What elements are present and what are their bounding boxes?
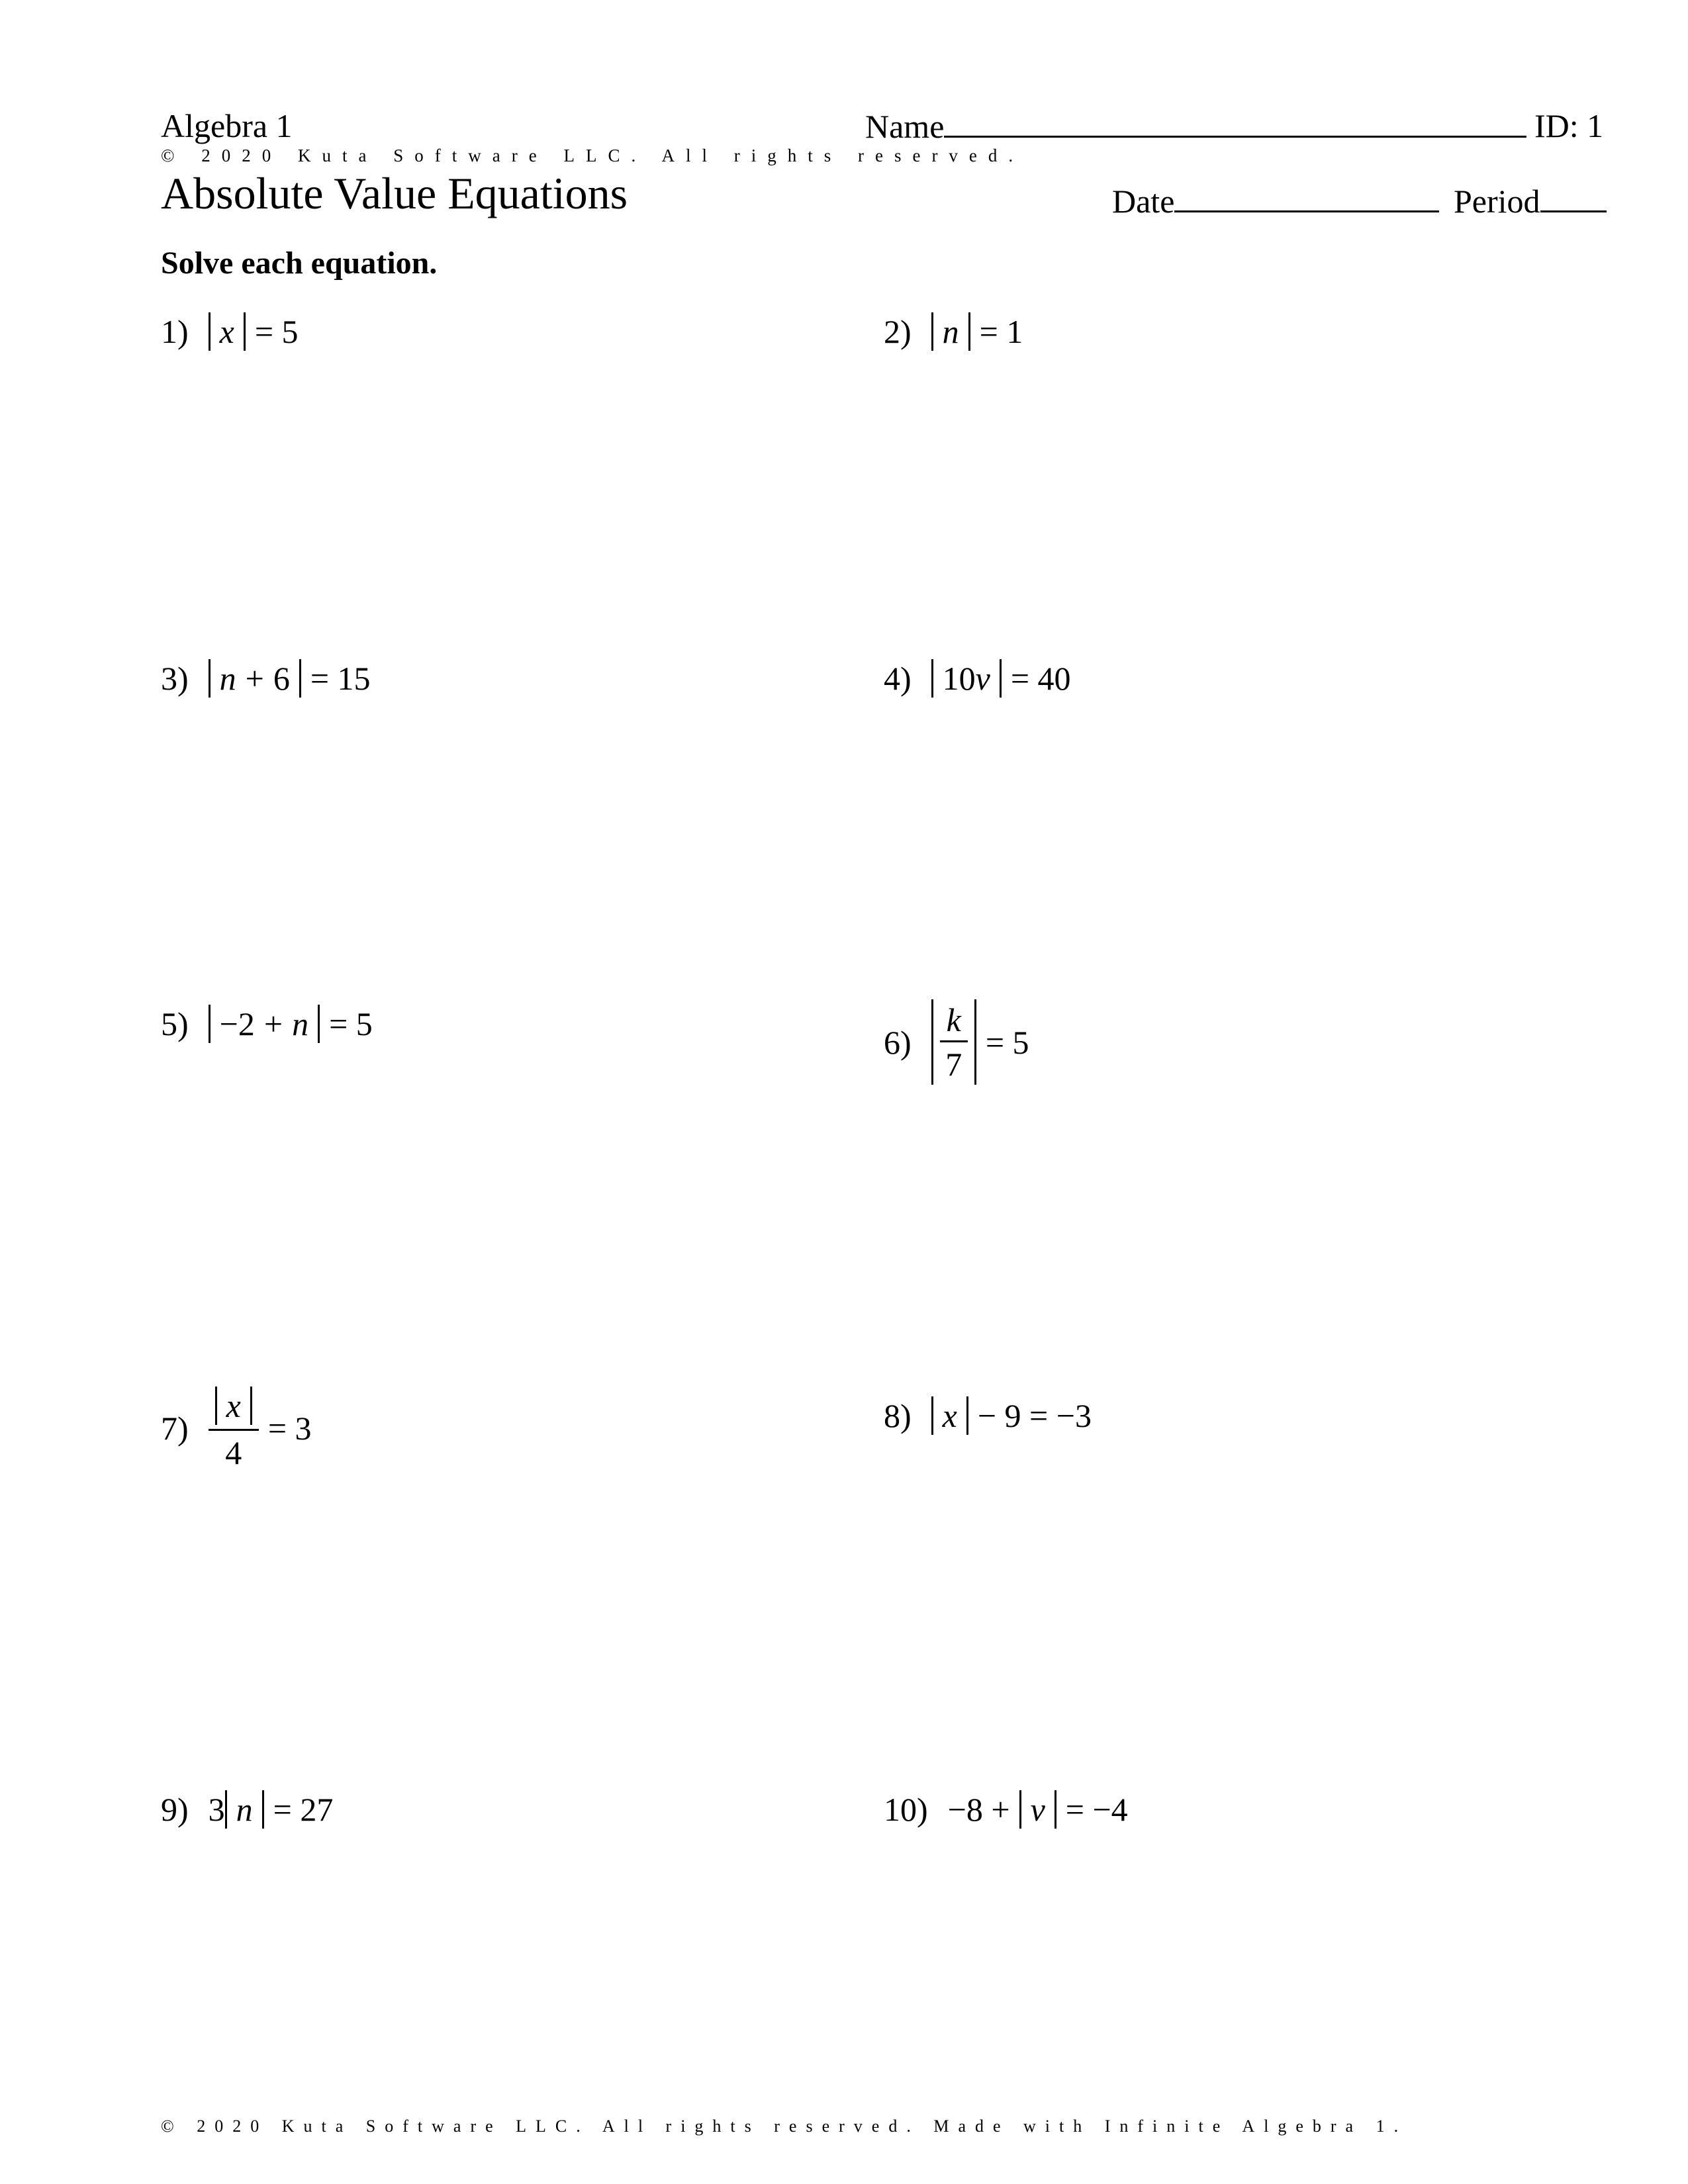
period-label: Period <box>1454 183 1540 220</box>
fraction <box>209 1387 259 1469</box>
denominator: 4 <box>225 1434 242 1471</box>
right-side: = 27 <box>273 1791 334 1828</box>
denominator: 7 <box>945 1046 962 1083</box>
course-label: Algebra 1 <box>161 107 293 144</box>
problem-4 <box>884 659 1080 698</box>
right-side: = 40 <box>1010 660 1071 697</box>
period-blank[interactable] <box>1540 184 1607 212</box>
problem-number: 3) <box>161 660 189 697</box>
variable: n <box>942 313 959 350</box>
problem-number: 7) <box>161 1409 189 1447</box>
absolute-value <box>209 659 301 698</box>
absolute-value <box>215 1387 252 1425</box>
right-side: − 9 = −3 <box>977 1397 1092 1434</box>
variable: n <box>292 1005 309 1042</box>
right-side: = 3 <box>267 1409 312 1447</box>
absolute-value <box>931 312 970 351</box>
variable: v <box>1030 1791 1045 1828</box>
coefficient: 3 <box>208 1791 225 1828</box>
right-side: = 5 <box>329 1005 373 1042</box>
problem-7 <box>161 1387 321 1469</box>
problem-10 <box>884 1790 1137 1829</box>
footer-copyright: © 2020 Kuta Software LLC. All rights reserved. Made with Infinite Algebra 1. <box>161 2116 1408 2136</box>
problem-6 <box>884 999 1039 1085</box>
problem-1 <box>161 312 308 351</box>
name-field[interactable] <box>865 109 1526 143</box>
numerator <box>209 1387 259 1431</box>
absolute-value <box>209 1005 320 1043</box>
problem-number: 1) <box>161 313 189 350</box>
variable: n <box>219 660 236 697</box>
numerator: k <box>940 1003 968 1042</box>
problem-number: 4) <box>884 660 912 697</box>
absolute-value <box>931 659 1002 698</box>
left-term: −8 + <box>947 1791 1010 1828</box>
problem-9 <box>161 1790 342 1829</box>
name-blank[interactable] <box>944 109 1526 138</box>
absolute-value <box>931 1396 968 1435</box>
problem-number: 9) <box>161 1791 189 1828</box>
worksheet-title: Absolute Value Equations <box>161 168 628 218</box>
right-side: = 5 <box>254 313 299 350</box>
absolute-value <box>931 999 976 1085</box>
right-side: = 5 <box>985 1023 1029 1061</box>
id-label: ID: 1 <box>1534 107 1604 144</box>
variable: v <box>975 660 990 697</box>
right-side: = −4 <box>1065 1791 1128 1828</box>
absolute-value <box>1019 1790 1056 1829</box>
fraction <box>940 1003 968 1081</box>
variable: x <box>226 1387 241 1424</box>
variable: n <box>236 1791 253 1828</box>
constant: 6 <box>273 660 290 697</box>
coefficient: 10 <box>942 660 976 697</box>
problem-number: 6) <box>884 1023 912 1061</box>
right-side: = 1 <box>979 313 1023 350</box>
copyright-notice: © 2020 Kuta Software LLC. All rights reserved. <box>161 146 1025 165</box>
variable: x <box>219 313 234 350</box>
date-label: Date <box>1112 183 1175 220</box>
problem-number: 5) <box>161 1005 189 1042</box>
variable: x <box>942 1397 957 1434</box>
problem-number: 8) <box>884 1397 912 1434</box>
date-field[interactable] <box>1112 184 1439 218</box>
operator: + <box>263 1005 283 1042</box>
problem-3 <box>161 659 380 698</box>
date-blank[interactable] <box>1174 184 1439 212</box>
absolute-value <box>209 312 246 351</box>
period-field[interactable] <box>1454 184 1607 218</box>
right-side: = 15 <box>310 660 371 697</box>
problem-8 <box>884 1396 1101 1435</box>
instructions: Solve each equation. <box>161 246 438 281</box>
problem-number: 2) <box>884 313 912 350</box>
problem-5 <box>161 1005 382 1043</box>
name-label: Name <box>865 108 945 145</box>
absolute-value <box>225 1790 264 1829</box>
problem-2 <box>884 312 1032 351</box>
problem-number: 10) <box>884 1791 928 1828</box>
constant: −2 <box>219 1005 255 1042</box>
operator: + <box>245 660 264 697</box>
